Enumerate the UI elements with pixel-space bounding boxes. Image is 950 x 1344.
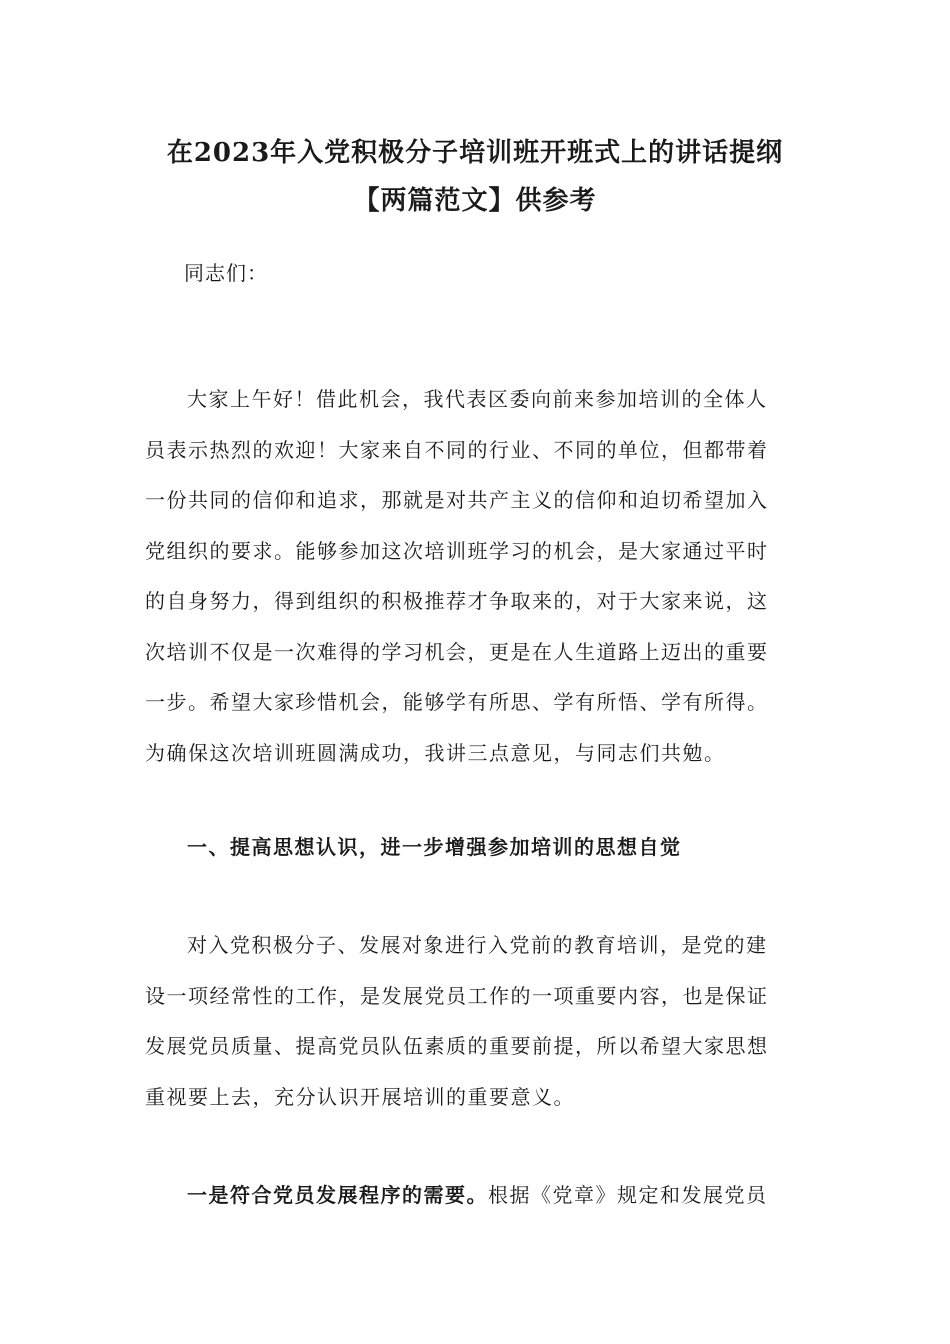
- paragraph-line: 设一项经常性的工作，是发展党员工作的一项重要内容，也是保证: [145, 983, 769, 1008]
- paragraph-line: 为确保这次培训班圆满成功，我讲三点意见，与同志们共勉。: [145, 740, 726, 765]
- paragraph-section-1: [145, 920, 810, 1122]
- paragraph-line: 的自身努力，得到组织的积极推荐才争取来的，对于大家来说，这: [145, 589, 769, 613]
- paragraph-intro: [145, 374, 810, 778]
- paragraph-line: 党组织的要求。能够参加这次培训班学习的机会，是大家通过平时: [145, 538, 769, 563]
- paragraph-line: 对入党积极分子、发展对象进行入党前的教育培训，是党的建: [187, 933, 768, 957]
- paragraph-line: 员表示热烈的欢迎！大家来自不同的行业、不同的单位，但都带着: [145, 437, 769, 462]
- point-lead-bold: 一是符合党员发展程序的需要。: [187, 1183, 488, 1207]
- paragraph-line: 重视要上去，充分认识开展培训的重要意义。: [145, 1084, 575, 1109]
- paragraph-line: 一步。希望大家珍惜机会，能够学有所思、学有所悟、学有所得。: [145, 690, 769, 714]
- paragraph-line: 发展党员质量、提高党员队伍素质的重要前提，所以希望大家思想: [145, 1034, 769, 1058]
- paragraph-point-1: [145, 1170, 810, 1221]
- paragraph-line: 大家上午好！借此机会，我代表区委向前来参加培训的全体人: [187, 387, 768, 411]
- paragraph-line: 次培训不仅是一次难得的学习机会，更是在人生道路上迈出的重要: [145, 639, 769, 664]
- document-title-line2: 【两篇范文】供参考: [353, 186, 597, 216]
- section-heading-1: 一、提高思想认识，进一步增强参加培训的思想自觉: [187, 835, 682, 859]
- document-title-line1: 在2023年入党积极分子培训班开班式上的讲话提纲: [166, 138, 784, 168]
- paragraph-line: [145, 1170, 810, 1221]
- salutation: 同志们：: [184, 261, 268, 285]
- paragraph-line: 一份共同的信仰和追求，那就是对共产主义的信仰和迫切希望加入: [145, 488, 769, 512]
- point-text: 根据《党章》规定和发展党员: [488, 1183, 768, 1207]
